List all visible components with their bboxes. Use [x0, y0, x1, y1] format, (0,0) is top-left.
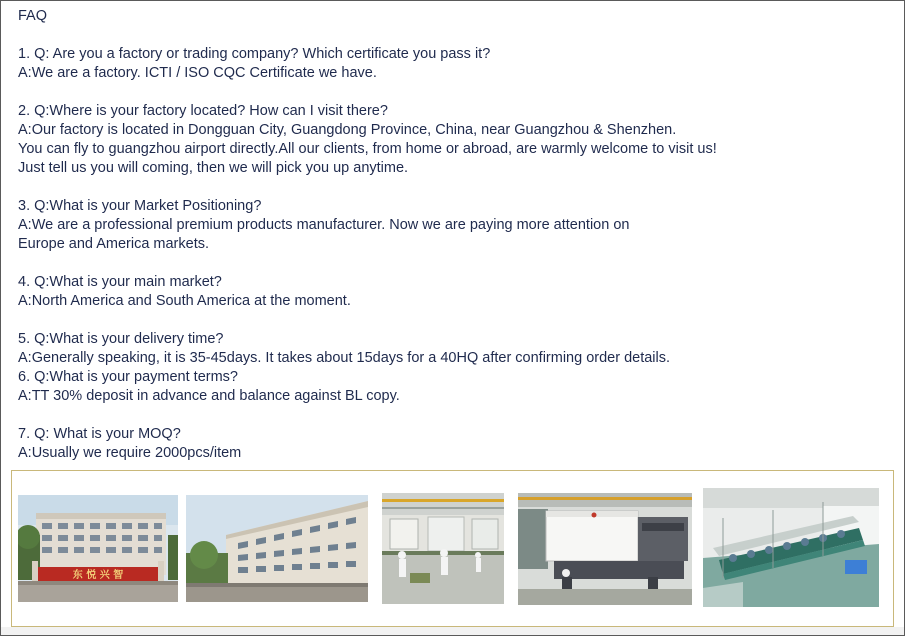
faq-item-1: [18, 45, 878, 83]
faq-question: 3. Q:What is your Market Positioning?: [18, 198, 262, 214]
faq-question: 6. Q:What is your payment terms?: [18, 369, 238, 385]
faq-answer: A:North America and South America at the moment.: [18, 293, 351, 309]
faq-answer: A:Generally speaking, it is 35-45days. It takes about 15days for a 40HQ after confirming order details.: [18, 350, 671, 366]
factory-building-front-photo: [18, 495, 178, 602]
faq-question: 5. Q:What is your delivery time?: [18, 331, 224, 347]
faq-item-2: [18, 102, 878, 178]
faq-item-6: [18, 368, 878, 406]
faq-answer: Europe and America markets.: [18, 236, 210, 252]
faq-answer: A:TT 30% deposit in advance and balance against BL copy.: [18, 388, 400, 404]
faq-item-7: [18, 425, 878, 463]
faq-heading: FAQ: [18, 8, 48, 24]
faq-answer: A:Usually we require 2000pcs/item: [18, 445, 242, 461]
injection-molding-machine-photo: [518, 493, 692, 605]
faq-item-3: [18, 197, 878, 254]
faq-question: 1. Q: Are you a factory or trading company? Which certificate you pass it?: [18, 46, 491, 62]
faq-item-5: [18, 330, 878, 368]
faq-question: 7. Q: What is your MOQ?: [18, 426, 181, 442]
faq-answer: Just tell us you will coming, then we will pick you up anytime.: [18, 160, 409, 176]
faq-answer: A:We are a factory. ICTI / ISO CQC Certificate we have.: [18, 65, 377, 81]
factory-gate-sign: 东 悦 兴 智: [72, 570, 124, 581]
faq-answer: A:Our factory is located in Dongguan City, Guangdong Province, China, near Guangzhou & Shenzhen.: [18, 122, 677, 138]
factory-building-side-photo: [186, 495, 368, 602]
faq-item-4: [18, 273, 878, 311]
faq-question: 2. Q:Where is your factory located? How can I visit there?: [18, 103, 388, 119]
factory-photo-gallery: [11, 470, 894, 627]
assembly-line-photo: [703, 488, 879, 607]
faq-answer: A:We are a professional premium products manufacturer. Now we are paying more attention on: [18, 217, 630, 233]
page-bottom-strip: [1, 627, 904, 635]
faq-answer: You can fly to guangzhou airport directly.All our clients, from home or abroad, are warmly welcome to visit us!: [18, 141, 717, 157]
faq-section: [18, 7, 878, 463]
workshop-interior-photo: [382, 493, 504, 604]
faq-question: 4. Q:What is your main market?: [18, 274, 222, 290]
